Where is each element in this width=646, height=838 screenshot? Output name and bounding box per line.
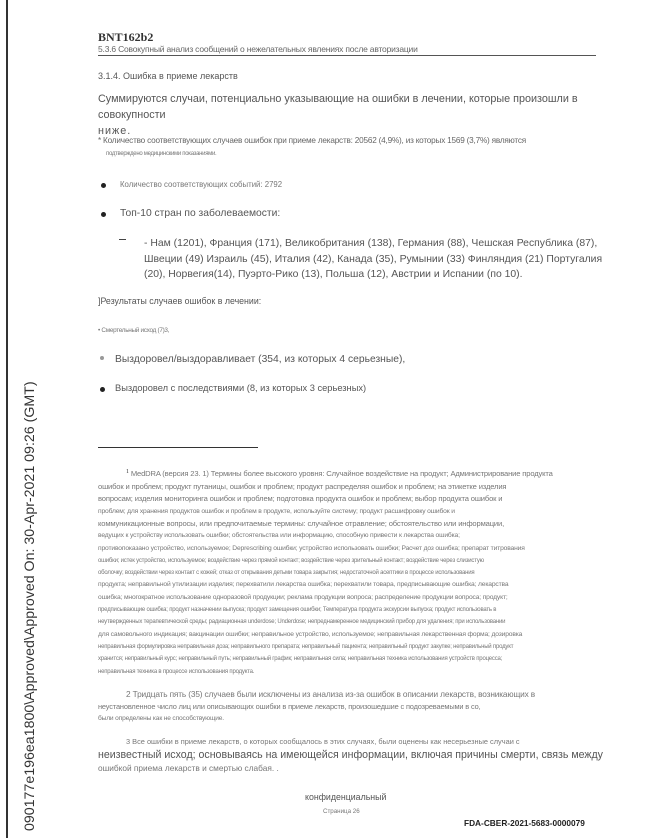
footnote-line: продукта; неправильной утилизации изделия; перехватили лекарства ошибка; перехватили товара, предписывающие ошибка; лекарства: [98, 581, 509, 589]
footnote-line: неизвестный исход; основываясь на имеющейся информации, включая причины смерти, связь между: [98, 749, 603, 761]
intro-line: Суммируются случаи, потенциально указывающие на ошибки в лечении, которые произошли в совокупности: [98, 93, 578, 121]
medication-error-count-note: * Количество соответствующих случаев ошибок при приеме лекарств: 20562 (4,9%), из которых 1569 (3,7%) являются: [98, 136, 526, 145]
footnote-2: [98, 688, 603, 725]
footnote-line: ошибкой приема лекарств и смертью слабая. .: [98, 763, 279, 773]
footnote-line: ошибки; истек устройство, используемое; воздействие через прямой контакт; воздействие через зрительный контакт; воздействие через слизистую: [98, 557, 484, 564]
bullet-icon: [100, 356, 104, 360]
left-margin-rule: [6, 0, 8, 838]
footnote-line: были определены как не способствующие.: [98, 715, 224, 722]
footnote-line: неправильная техника в процессе использования продукта.: [98, 668, 255, 675]
page-number: Страница 26: [323, 808, 360, 815]
footnote-line: неустановленное число лиц или описывающих ошибки в приеме лекарств, произошедшие с подозреваемыми в со,: [98, 702, 481, 711]
bullet-icon: [100, 387, 105, 392]
footnote-line: проблем; для хранения продуктов ошибок и проблем в продукте, используйте систему; продукт расшифровку ошибок и: [98, 507, 455, 515]
footnote-line: противопоказано устройство, используемое; Deprescribing ошибки; устройство использовать ошибки; Расчет доз ошибка; препарат титрования: [98, 544, 525, 552]
outcomes-heading: ]Результаты случаев ошибок в лечении:: [98, 296, 262, 306]
bullet-icon: [101, 183, 106, 188]
confidential-label: конфиденциальный: [305, 792, 387, 802]
footnote-line: предписывающие ошибка; продукт назначении выпуска; продукт замещения ошибки; Температура продукта экскурсии выпуска; продукт использовать в: [98, 607, 497, 614]
intro-paragraph: [98, 91, 603, 139]
subsection-title: 3.1.4. Ошибка в приеме лекарств: [98, 71, 238, 81]
outcome-recovered-sequelae: Выздоровел с последствиями (8, из которых 3 серьезных): [115, 383, 367, 393]
footnote-line: вопросам; изделия мониторинга ошибок и проблем; подготовка продукта ошибок и проблем; выбор продукта ошибок и: [98, 494, 503, 503]
footnote-line: хранится; неправильный курс; неправильный путь; неправильный график; неправильная сила; неправильная техника использования устройств процесса;: [98, 656, 503, 663]
footnote-line: ошибок и проблем; продукт путаницы, ошибок и проблем; продукт распределяя ошибок и проблем; на этикетке изделия: [98, 481, 507, 491]
bullet-icon: [101, 212, 106, 217]
footnote-line: ведущих к устройству использовать ошибки; обстоятельства или информацию, способную привести к лекарства ошибка;: [98, 532, 460, 540]
footnote-marker: 1: [126, 469, 129, 475]
footnote-line: для самовольного индикация; вакцинации ошибки; неправильное устройство, используемое; неправильная лекарственная форма; дозировка: [98, 630, 523, 638]
footnote-line: оболочку; воздействии через контакт с кожей; отказ от открывания детьми товара закрытия; недостаточной асептики в процессе использования: [98, 570, 475, 577]
footnote-3: [98, 735, 603, 774]
product-name: BNT162b2: [98, 30, 154, 44]
footnote-line: 3 Все ошибки в приеме лекарств, о которых сообщалось в этих случаях, были оценены как несерьезные случаи с: [126, 737, 520, 746]
dash-icon: [119, 239, 126, 240]
section-header: 5.3.6 Совокупный анализ сообщений о нежелательных явлениях после авторизации: [98, 44, 596, 56]
footnote-1: [98, 466, 598, 678]
approval-stamp: 090177e196ea1800\Approved\Approved On: 30-Apr-2021 09:26 (GMT): [22, 381, 38, 831]
footnote-line: $^1$ MedDRA (версия 23. 1) Термины более высокого уровня: Случайное воздействие на продукт; Администрирование продукта: [126, 469, 553, 478]
top-countries-label: Топ-10 стран по заболеваемости:: [120, 208, 281, 219]
footnote-line: коммуникационные вопросы, или предпочитаемые термины: случайное отравление; обстоятельство или информации,: [98, 518, 505, 528]
footnote-line: 2 Тридцать пять (35) случаев были исключены из анализа из-за ошибок в описании лекарств, возникающих в: [126, 689, 536, 699]
outcome-fatal: • Смертельный исход (7)3,: [98, 327, 170, 334]
footnote-separator: [98, 447, 258, 448]
footnote-line: ошибка; многократное использование одноразовой продукции; реклама продукции вопроса; распределение продукции вопроса; продукт;: [98, 593, 508, 601]
outcome-recovered: Выздоровел/выздоравливает (354, из которых 4 серьезные),: [115, 354, 406, 365]
medication-error-count-note-cont: подтверждено медицинскими показаниями.: [106, 151, 217, 157]
countries-list: - Нам (1201), Франция (171), Великобритания (138), Германия (88), Чешская Республика (87), Швеции (49) Израиль (45), Италия (42), Канада (35), Румынии (33) Финляндия (21) Португалия (20), Норвегия(14), Пуэрто-Рико (13), Польша (12), Австрии и Испании (по 10).: [144, 238, 603, 280]
relevant-events-count: Количество соответствующих событий: 2792: [120, 180, 283, 189]
footnote-line: неправильная формулировка неправильная доза; неправильного препарата; неправильный пациента; неправильный продукт закупке; неправильный продукт: [98, 643, 514, 650]
footnote-line: неутвержденных терапевтической среды; радиационная underdose; Underdose; непреднамеренное медицинский прибор для удаления; при использовании: [98, 619, 506, 626]
bates-number: FDA-CBER-2021-5683-0000079: [464, 818, 585, 828]
intro-line: ниже.: [98, 125, 132, 137]
